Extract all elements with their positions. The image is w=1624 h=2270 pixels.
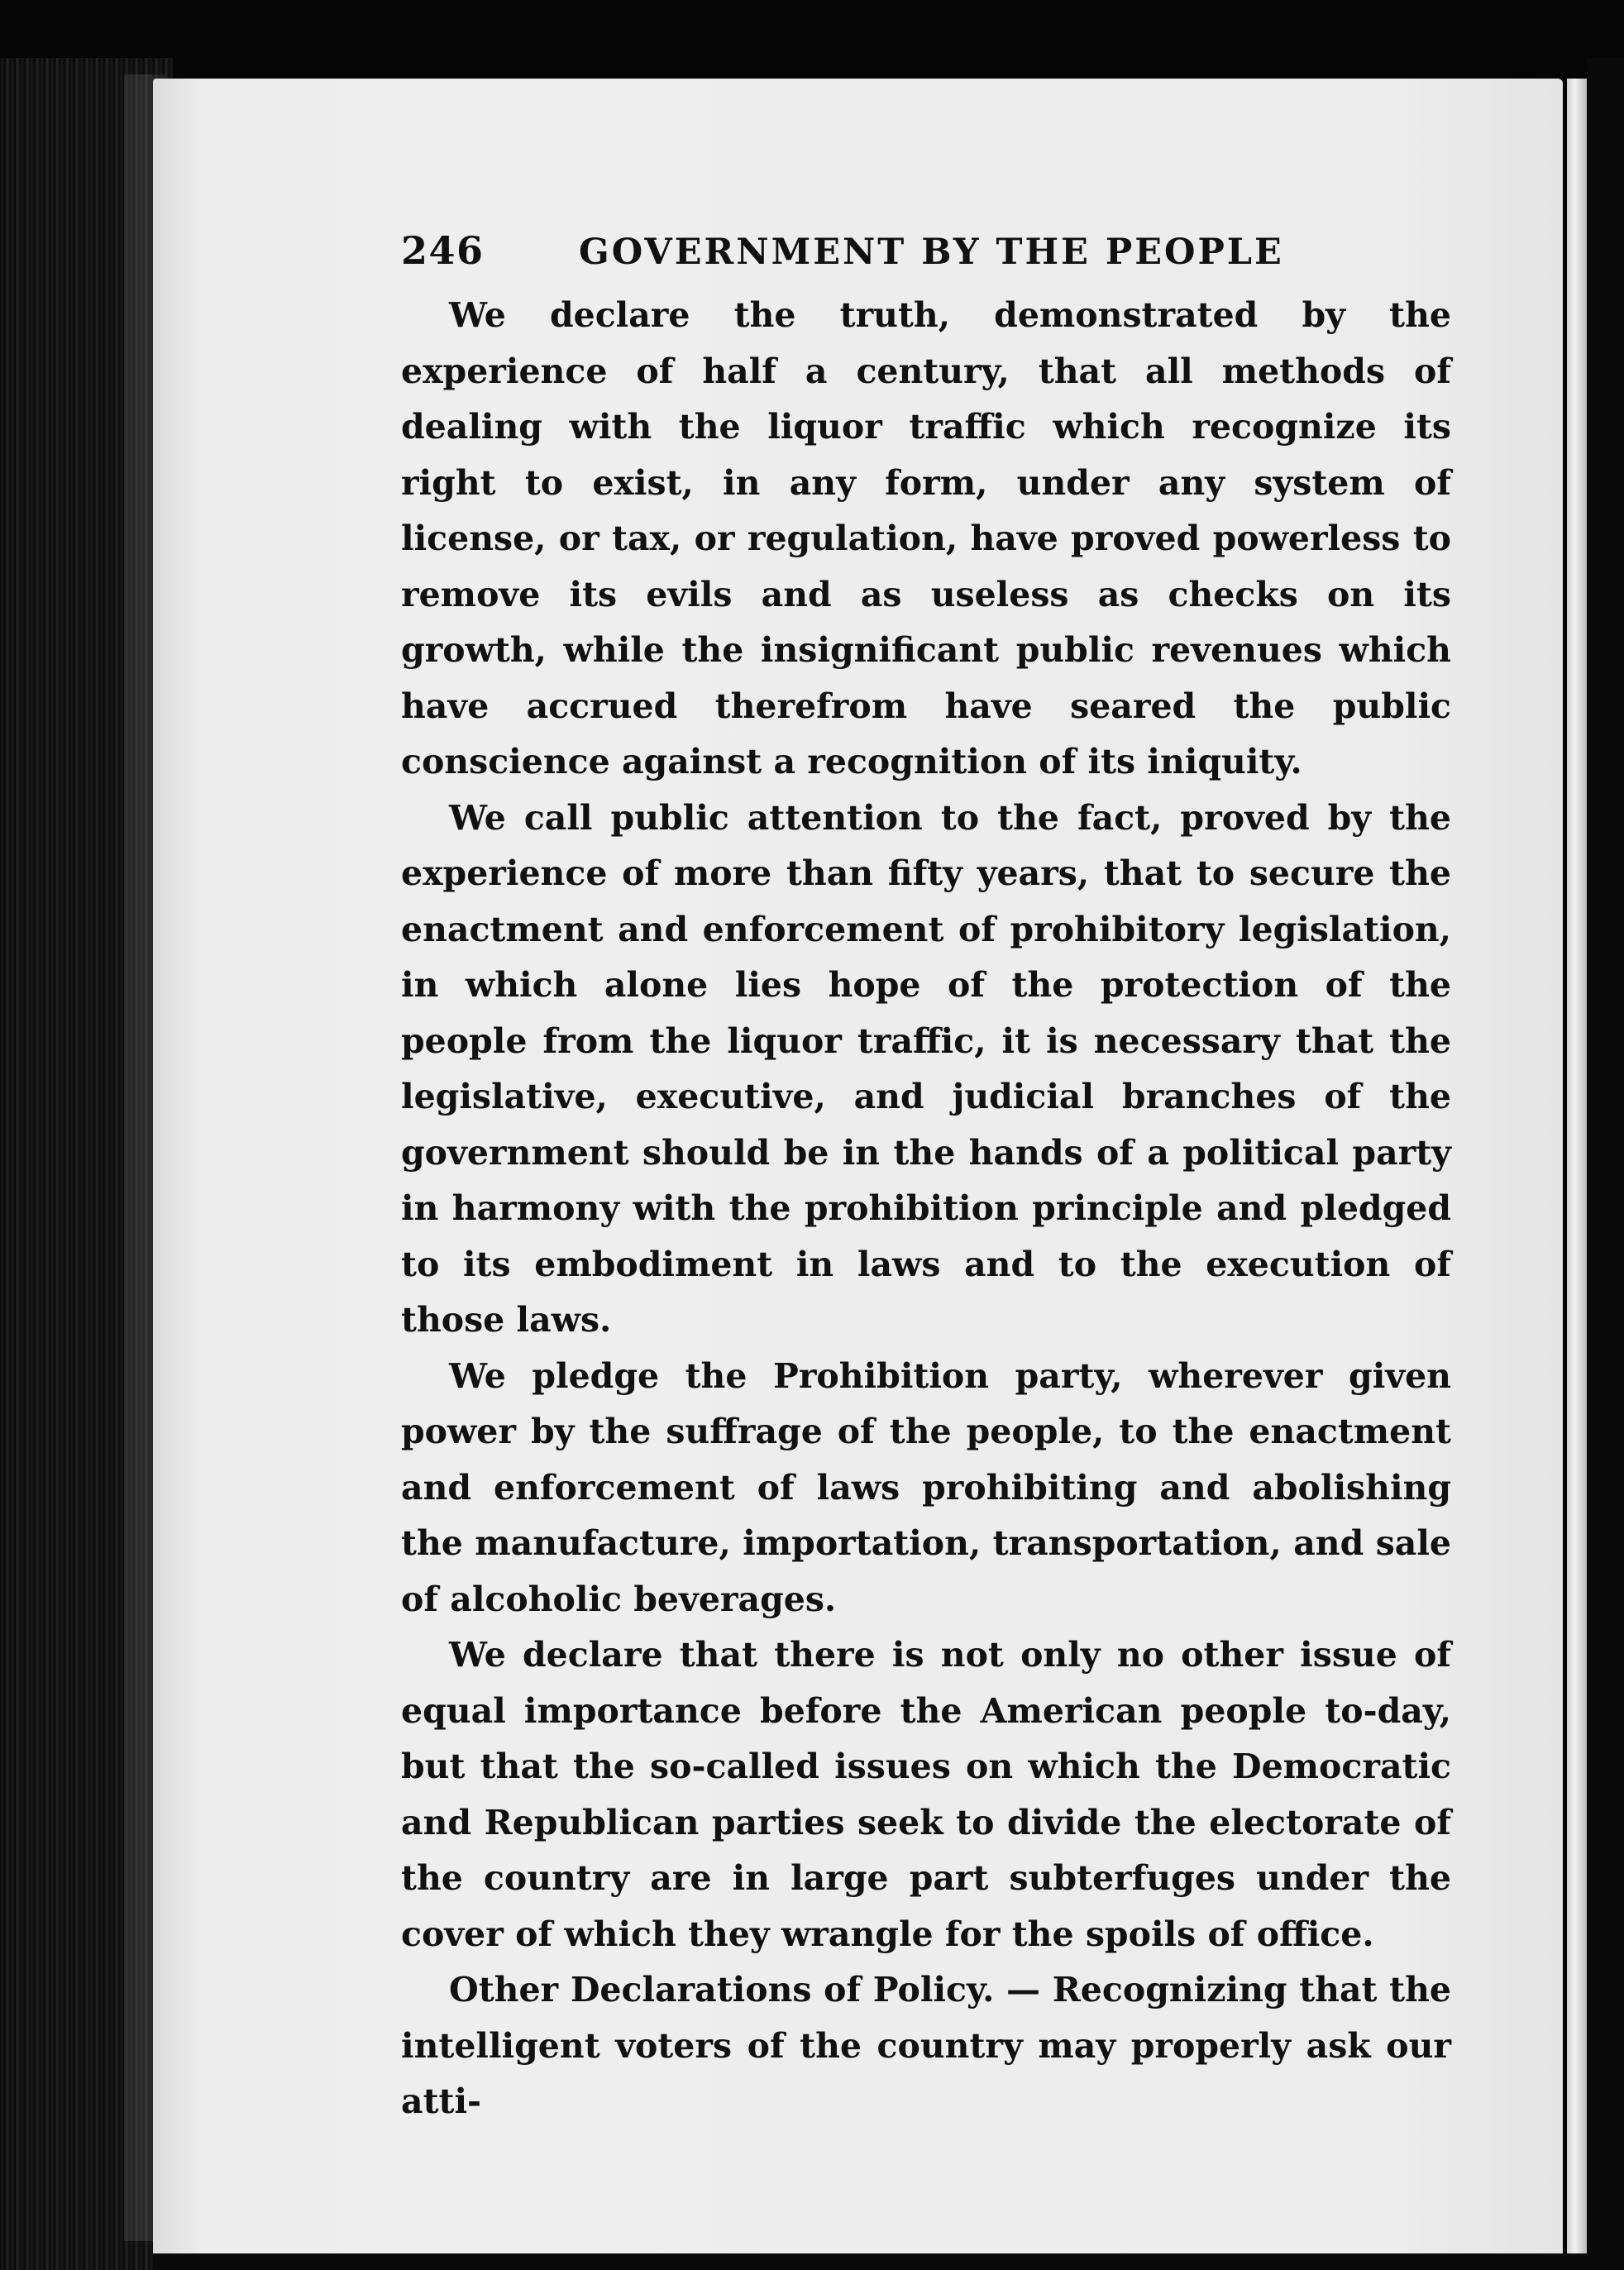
paragraph-3: We pledge the Prohibition party, wherever given power by the suffrage of the people, to the enactment and enforcement of laws prohibiting and abolishing the manufacture, importation, transportation, and sale of alcoholic beverages. <box>401 1355 1451 1619</box>
running-head <box>401 213 1451 288</box>
page-edge <box>1567 79 1587 2253</box>
paragraph-5-text: Recognizing that the intelligent voters of the country may properly ask our atti- <box>401 1970 1451 2121</box>
scan-border-bottom <box>153 2253 1624 2270</box>
paragraph-1: We declare the truth, demonstrated by the experience of half a century, that all methods of dealing with the liquor traffic which recognize its right to exist, in any form, under any system of license, or tax, or regulation, have proved powerless to remove its evils and as useless as checks on its growth, while the insignificant public revenues which have accrued therefrom have seared the public conscience against a recognition of its iniquity. <box>401 295 1451 781</box>
side-heading: Other Declarations of Policy. <box>449 1970 995 2010</box>
page-number: 246 <box>401 228 485 273</box>
heading-dash: — <box>994 1970 1053 2010</box>
paragraph-2: We call public attention to the fact, proved by the experience of more than fifty years, that to secure the enactment and enforcement of prohibitory legislation, in which alone lies hope of the protection of the people from the liquor traffic, it is necessary that the legislative, executive, and judicial branches of the government should be in the hands of a political party in harmony with the prohibition principle and pledged to its embodiment in laws and to the execution of those laws. <box>401 797 1451 1340</box>
running-head-title: GOVERNMENT BY THE PEOPLE <box>579 232 1284 273</box>
paragraph-4: We declare that there is not only no other issue of equal importance before the American people to-day, but that the so-called issues on which the Democratic and Republican parties seek to divide the electorate of the country are in large part subterfuges under the cover of which they wrangle for the spoils of office. <box>401 1635 1451 1954</box>
paragraph-5 <box>401 1962 1451 2130</box>
page-text <box>401 213 1451 2130</box>
scan-border-right <box>1587 58 1624 2270</box>
